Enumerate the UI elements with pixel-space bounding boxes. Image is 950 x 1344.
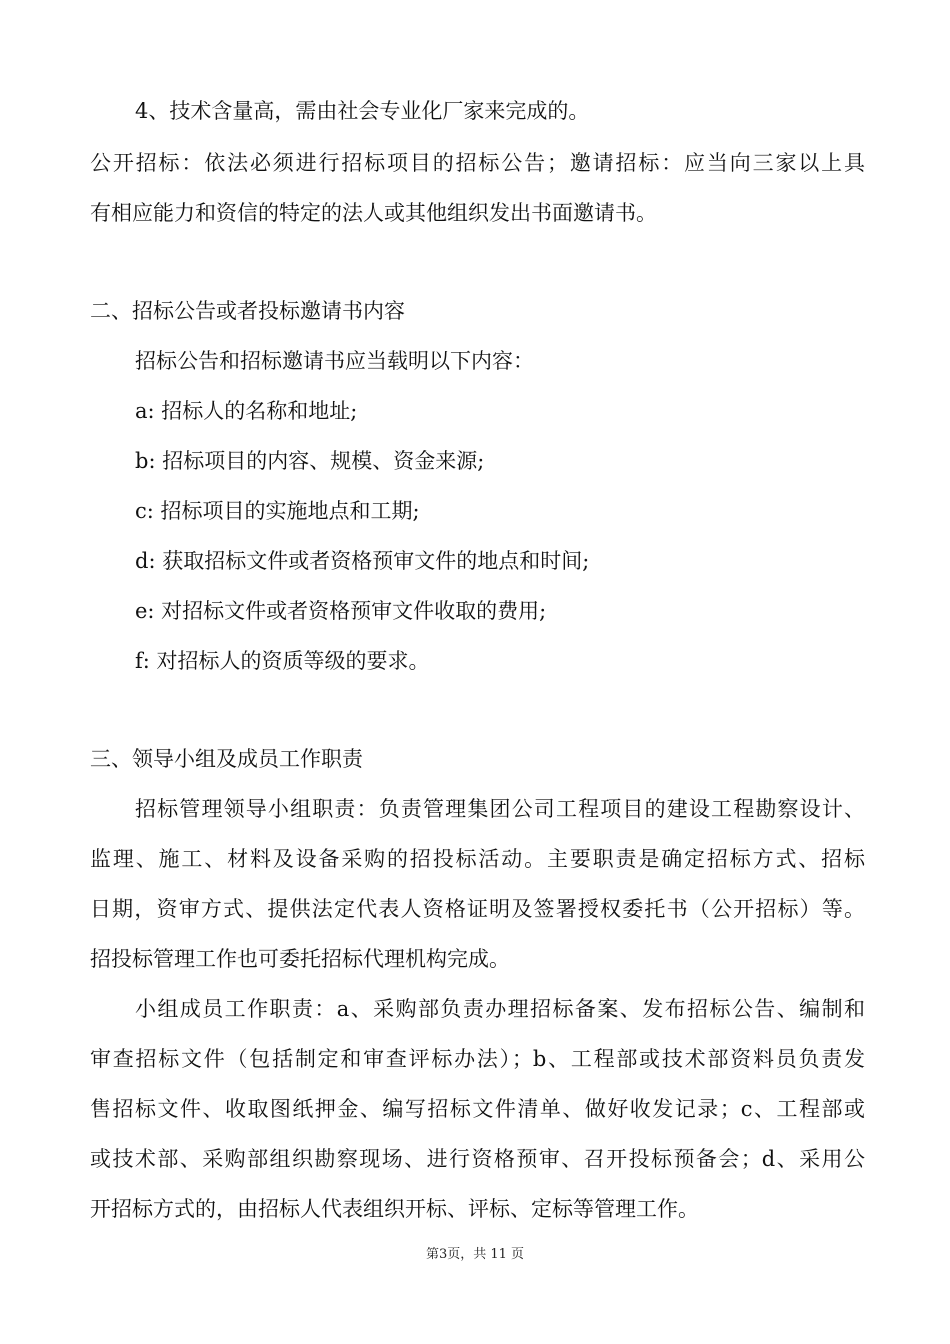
paragraph-line: 招标管理领导小组职责：负责管理集团公司工程项目的建设工程勘察设计、 <box>135 797 865 821</box>
page-number-footer: 第3页，共 11 页 <box>425 1247 525 1262</box>
list-item-f: f: 对招标人的资质等级的要求。 <box>135 649 430 673</box>
paragraph-line: 有相应能力和资信的特定的法人或其他组织发出书面邀请书。 <box>90 201 657 225</box>
paragraph-line: 监理、施工、材料及设备采购的招投标活动。主要职责是确定招标方式、招标 <box>90 847 865 871</box>
list-item-d: d: 获取招标文件或者资格预审文件的地点和时间; <box>135 549 590 573</box>
paragraph-line: 公开招标：依法必须进行招标项目的招标公告；邀请招标：应当向三家以上具 <box>90 151 865 175</box>
paragraph-line: 招标公告和招标邀请书应当载明以下内容： <box>135 349 534 373</box>
list-item-4: 4、技术含量高，需由社会专业化厂家来完成的。 <box>135 99 590 123</box>
list-item-a: a: 招标人的名称和地址; <box>135 399 358 423</box>
paragraph-line: 小组成员工作职责：a、采购部负责办理招标备案、发布招标公告、编制和 <box>135 997 865 1021</box>
list-item-b: b: 招标项目的内容、规模、资金来源; <box>135 449 485 473</box>
paragraph-line: 日期，资审方式、提供法定代表人资格证明及签署授权委托书（公开招标）等。 <box>90 897 865 921</box>
paragraph-line: 售招标文件、收取图纸押金、编写招标文件清单、做好收发记录；c、工程部或 <box>90 1097 865 1121</box>
list-item-e: e: 对招标文件或者资格预审文件收取的费用; <box>135 599 547 623</box>
section-heading-2: 二、招标公告或者投标邀请书内容 <box>90 299 405 323</box>
section-heading-3: 三、领导小组及成员工作职责 <box>90 747 363 771</box>
paragraph-line: 招投标管理工作也可委托招标代理机构完成。 <box>90 947 510 971</box>
list-item-c: c: 招标项目的实施地点和工期; <box>135 499 420 523</box>
paragraph-line: 或技术部、采购部组织勘察现场、进行资格预审、召开投标预备会；d、采用公 <box>90 1147 865 1171</box>
paragraph-line: 审查招标文件（包括制定和审查评标办法）；b、工程部或技术部资料员负责发 <box>90 1047 865 1071</box>
paragraph-line: 开招标方式的，由招标人代表组织开标、评标、定标等管理工作。 <box>90 1197 699 1221</box>
